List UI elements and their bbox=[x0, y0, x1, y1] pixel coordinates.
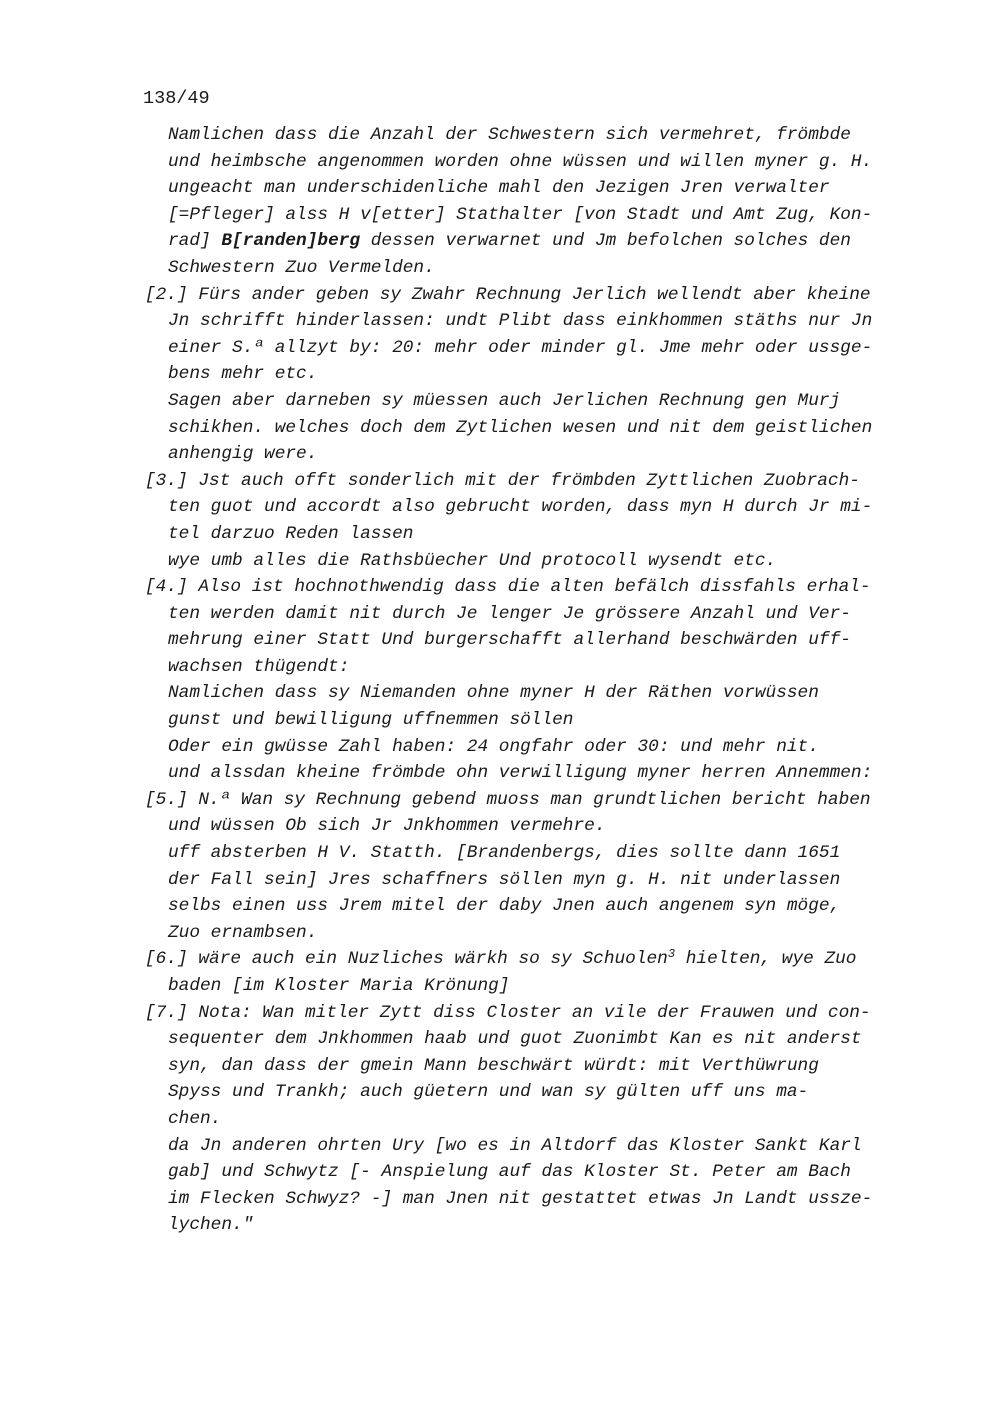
text-line: bens mehr etc. bbox=[168, 364, 318, 385]
text-line: ten werden damit nit durch Je lenger Je grössere Anzahl und Ver- bbox=[168, 603, 851, 624]
text-line: baden [im Kloster Maria Krönung] bbox=[168, 976, 510, 996]
text-line: wye umb alles die Rathsbüecher Und protocoll wysendt etc. bbox=[168, 550, 777, 571]
footnote-marker: 3 bbox=[667, 947, 676, 962]
item-3-heading-line: [3.] Jst auch offt sonderlich mit der frömbden Zyttlichen Zuobrach- bbox=[145, 470, 860, 491]
text-line: der Fall sein] Jres schaffners söllen myn g. H. nit underlassen bbox=[168, 869, 841, 890]
text-line: da Jn anderen ohrten Ury [wo es in Altdorf das Kloster Sankt Karl bbox=[168, 1135, 862, 1156]
text-line: ungeacht man underschidenliche mahl den Jezigen Jren verwalter bbox=[168, 178, 830, 199]
text-line: syn, dan dass der gmein Mann beschwärt würdt: mit Verthüwrung bbox=[168, 1055, 819, 1076]
text-segment: rad] bbox=[168, 231, 222, 252]
text-line: Spyss und Trankh; auch güetern und wan sy gülten uff uns ma- bbox=[168, 1082, 809, 1103]
text-line: wachsen thügendt: bbox=[168, 656, 350, 677]
text-line: ten guot und accordt also gebrucht worden, dass myn H durch Jr mi- bbox=[168, 497, 873, 518]
text-line: sequenter dem Jnkhommen haab und guot Zuonimbt Kan es nit anderst bbox=[168, 1029, 862, 1050]
text-segment: hielten, wye Zuo bbox=[675, 949, 857, 970]
text-line: anhengig were. bbox=[168, 444, 318, 465]
text-segment: dessen verwarnet und Jm befolchen solches den bbox=[360, 231, 851, 252]
text-line: und wüssen Ob sich Jr Jnkhommen vermehre. bbox=[168, 816, 606, 837]
text-line: tel darzuo Reden lassen bbox=[168, 523, 414, 544]
item-4-heading-line: [4.] Also ist hochnothwendig dass die alten befälch dissfahls erhal- bbox=[145, 577, 871, 598]
emphasized-name: B[randen]berg bbox=[221, 231, 361, 252]
text-line: Oder ein gwüsse Zahl haben: 24 ongfahr oder 30: und mehr nit. bbox=[168, 736, 819, 757]
text-line: Schwestern Zuo Vermelden. bbox=[168, 257, 435, 278]
item-2-heading-line: [2.] Fürs ander geben sy Zwahr Rechnung Jerlich wellendt aber kheine bbox=[145, 284, 871, 305]
document-body bbox=[0, 122, 1000, 1239]
text-line: Zuo ernambsen. bbox=[168, 922, 318, 943]
text-line: selbs einen uss Jrem mitel der daby Jnen auch angenem syn möge, bbox=[168, 896, 841, 917]
text-line: einer S.ª allzyt by: 20: mehr oder minder gl. Jme mehr oder ussge- bbox=[168, 337, 873, 358]
text-line bbox=[0, 228, 1000, 255]
text-line: mehrung einer Statt Und burgerschafft allerhand beschwärden uff- bbox=[168, 630, 851, 651]
item-7-heading-line: [7.] Nota: Wan mitler Zytt diss Closter an vile der Frauwen und con- bbox=[145, 1002, 871, 1023]
text-line: schikhen. welches doch dem Zytlichen wesen und nit dem geistlichen bbox=[168, 417, 873, 438]
text-line: uff absterben H V. Statth. [Brandenbergs, dies sollte dann 1651 bbox=[168, 843, 841, 864]
text-line: Namlichen dass sy Niemanden ohne myner H der Räthen vorwüssen bbox=[168, 683, 819, 704]
text-line: chen. bbox=[168, 1108, 222, 1129]
text-line: Namlichen dass die Anzahl der Schwestern sich vermehret, frömbde bbox=[168, 125, 851, 145]
text-line: gunst und bewilligung uffnemmen söllen bbox=[168, 710, 574, 731]
text-line: Jn schrifft hinderlassen: undt Plibt dass einkhommen stäths nur Jn bbox=[168, 311, 873, 332]
item-6-heading-line bbox=[0, 946, 1000, 973]
page-number: 138/49 bbox=[143, 88, 210, 109]
item-5-heading-line: [5.] N.ª Wan sy Rechnung gebend muoss man grundtlichen bericht haben bbox=[145, 789, 871, 810]
text-line: gab] und Schwytz [- Anspielung auf das Kloster St. Peter am Bach bbox=[168, 1162, 851, 1183]
text-segment: [6.] wäre auch ein Nuzliches wärkh so sy Schuolen bbox=[145, 949, 668, 970]
text-line: lychen." bbox=[168, 1215, 254, 1236]
text-line: [=Pfleger] alss H v[etter] Stathalter [von Stadt und Amt Zug, Kon- bbox=[168, 204, 873, 225]
text-line: im Flecken Schwyz? -] man Jnen nit gestattet etwas Jn Landt ussze- bbox=[168, 1188, 873, 1209]
text-line: und alssdan kheine frömbde ohn verwilligung myner herren Annemmen: bbox=[168, 763, 873, 784]
text-line: Sagen aber darneben sy müessen auch Jerlichen Rechnung gen Murj bbox=[168, 390, 841, 411]
text-line: und heimbsche angenommen worden ohne wüssen und willen myner g. H. bbox=[168, 151, 873, 172]
